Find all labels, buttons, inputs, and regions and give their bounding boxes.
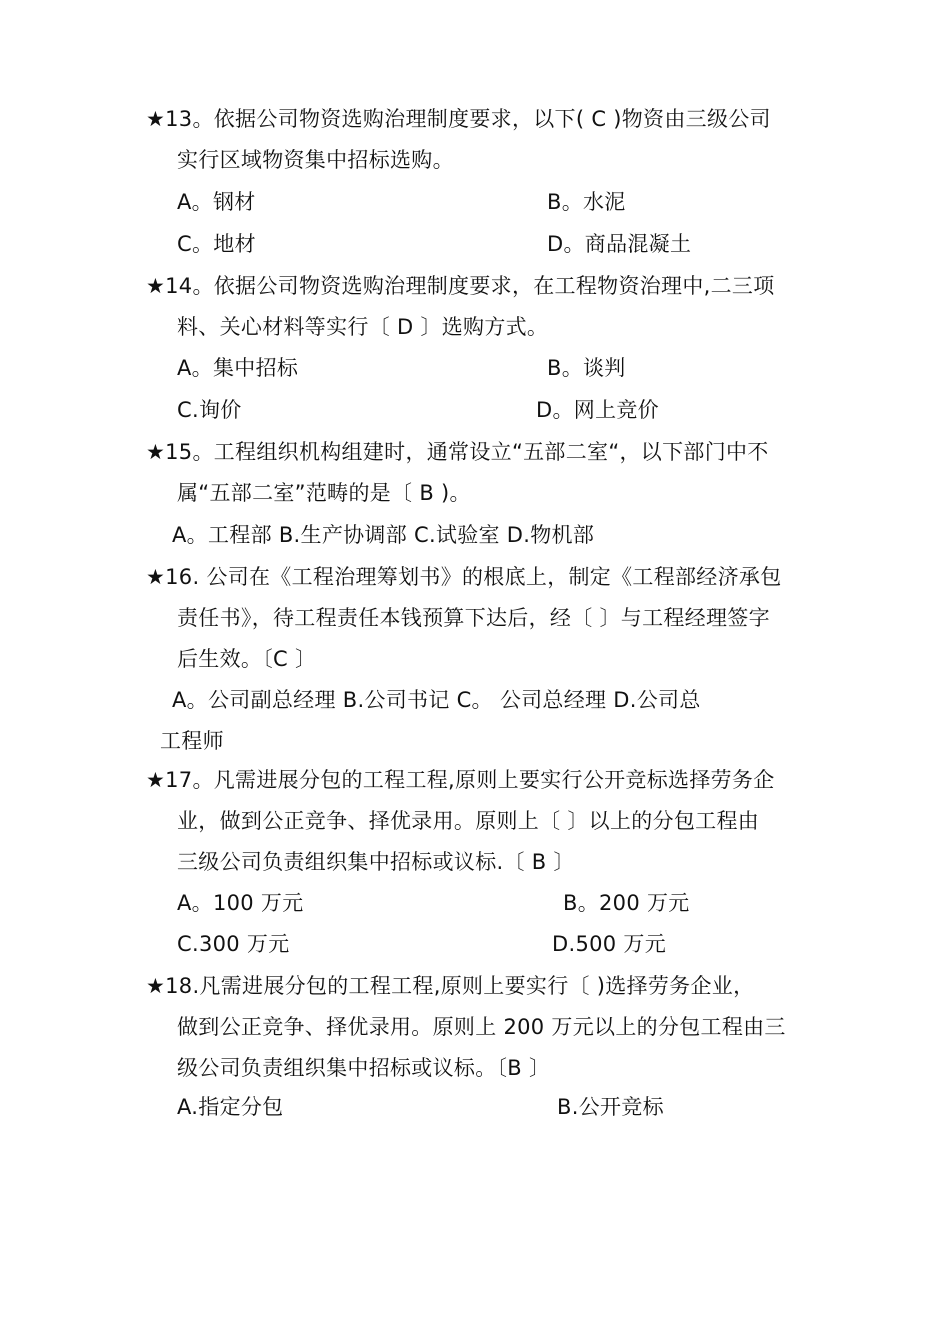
- question-17-option-b: B。200 万元: [563, 891, 690, 915]
- question-13-option-d: D。商品混凝土: [547, 232, 692, 256]
- question-14-option-c: C.询价: [177, 398, 242, 422]
- question-15-line-1: ★15。工程组织机构组建时，通常设立“五部二室“，以下部门中不: [146, 440, 769, 464]
- question-17-line-1: ★17。凡需进展分包的工程工程,原则上要实行公开竞标选择劳务企: [146, 768, 775, 792]
- question-17-option-c: C.300 万元: [177, 932, 290, 956]
- question-14-line-1: ★14。依据公司物资选购治理制度要求，在工程物资治理中,二三项: [146, 274, 775, 298]
- question-18-line-2: 做到公正竞争、择优录用。原则上 200 万元以上的分包工程由三: [177, 1015, 786, 1039]
- question-17-option-a: A。100 万元: [177, 891, 304, 915]
- question-16-line-3: 后生效。〔C 〕: [177, 647, 317, 671]
- question-16-options: A。公司副总经理 B.公司书记 C。 公司总经理 D.公司总: [172, 688, 701, 712]
- question-15-line-2: 属“五部二室”范畴的是〔 B )。: [177, 481, 471, 505]
- question-18-option-b: B.公开竞标: [557, 1095, 664, 1119]
- question-17-option-d: D.500 万元: [552, 932, 667, 956]
- question-13-option-a: A。钢材: [177, 190, 256, 214]
- question-13-line-1: ★13。依据公司物资选购治理制度要求，以下( C )物资由三级公司: [146, 107, 771, 131]
- question-13-line-2: 实行区域物资集中招标选购。: [177, 148, 454, 172]
- question-14-option-b: B。谈判: [547, 356, 626, 380]
- question-13-option-b: B。水泥: [547, 190, 626, 214]
- question-13-option-c: C。地材: [177, 232, 256, 256]
- question-18-line-1: ★18.凡需进展分包的工程工程,原则上要实行〔 )选择劳务企业，: [146, 974, 755, 998]
- question-17-line-2: 业，做到公正竞争、择优录用。原则上〔 〕以上的分包工程由: [177, 809, 760, 833]
- question-14-line-2: 料、关心材料等实行〔 D 〕选购方式。: [177, 315, 549, 339]
- question-15-options: A。工程部 B.生产协调部 C.试验室 D.物机部: [172, 523, 595, 547]
- question-16-line-1: ★16. 公司在《工程治理筹划书》的根底上，制定《工程部经济承包: [146, 565, 782, 589]
- question-14-option-d: D。网上竞价: [536, 398, 659, 422]
- question-18-option-a: A.指定分包: [177, 1095, 284, 1119]
- question-16-line-2: 责任书》，待工程责任本钱预算下达后，经〔 〕与工程经理签字: [177, 606, 770, 630]
- question-14-option-a: A。集中招标: [177, 356, 299, 380]
- question-18-line-3: 级公司负责组织集中招标或议标。〔B 〕: [177, 1056, 551, 1080]
- question-17-line-3: 三级公司负责组织集中招标或议标.〔 B 〕: [177, 850, 575, 874]
- question-16-options-wrap: 工程师: [160, 729, 224, 753]
